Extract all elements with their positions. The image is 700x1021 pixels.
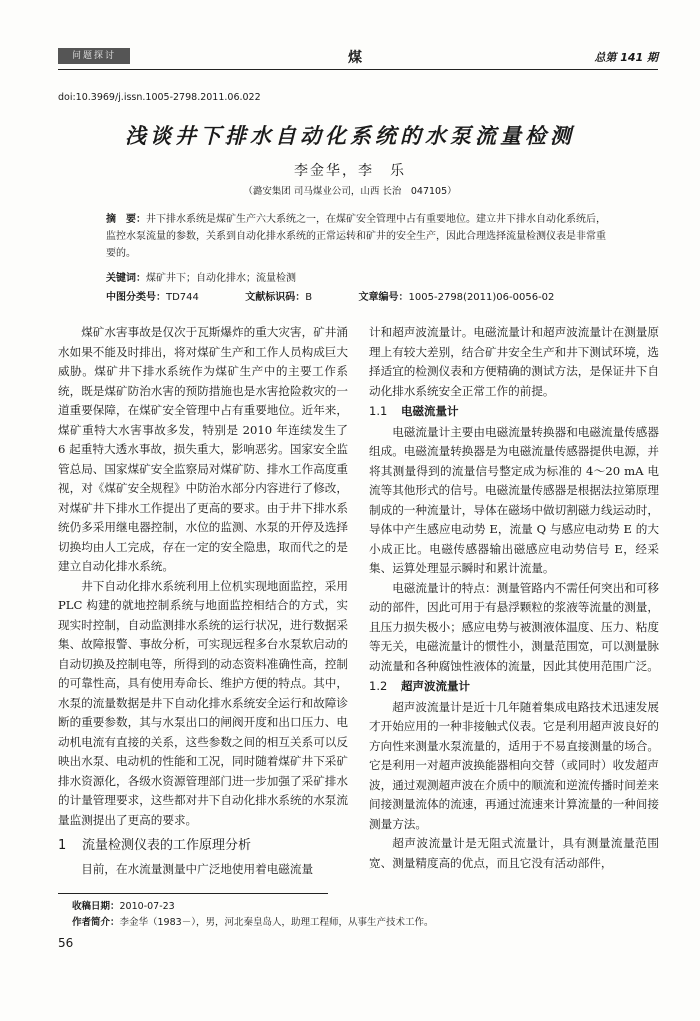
section-heading-1	[58, 836, 348, 856]
doc-code-label: 文献标识码：	[245, 292, 306, 303]
header-rule	[58, 69, 658, 70]
body-paragraph: 煤矿水害事故是仅次于瓦斯爆炸的重大灾害，矿井涌水如果不能及时排出，将对煤矿生产和工作人员构成巨大威胁。煤矿井下排水系统作为煤矿生产中的主要工作系统，既是煤矿防治水害的预防措施也是水害抢险救灾的一道重要保障，在煤矿安全管理中占有重要地位。近年来，煤矿重特大水害事故多发，特别是 2010 年连续发生了 6 起重特大透水事故，损失重大，影响恶劣。国家安全监管总局、国家煤矿安全监察局对煤矿防、排水工作高度重视，对《煤矿安全规程》中防治水部分内容进行了修改，对煤矿井下排水工作提出了更高的要求。由于井下排水系统仍多采用继电器控制，水位的监测、水泵的开停及选择切换均由人工完成，存在一定的安全隐患，取而代之的是建立自动化排水系统。	[58, 325, 348, 573]
body-paragraph: 超声波流量计是无阻式流量计，具有测量流量范围宽、测量精度高的优点，而且它没有活动部件，	[369, 836, 659, 870]
abstract-text: 井下排水系统是煤矿生产六大系统之一，在煤矿安全管理中占有重要地位。建立井下排水自动化系统后，监控水泵流量的参数，关系到自动化排水系统的正常运转和矿井的安全生产，因此合理选择流量检测仪表是非常重要的。	[106, 214, 606, 259]
paper-authors: 李金华，李 乐	[294, 163, 406, 179]
section-title: 流量检测仪表的工作原理分析	[82, 838, 252, 853]
right-column	[369, 323, 659, 873]
keywords	[106, 269, 296, 284]
footnote-received	[72, 898, 175, 912]
keywords-text: 煤矿井下；自动化排水；流量检测	[146, 273, 296, 284]
body-paragraph: 电磁流量计的特点：测量管路内不需任何突出和可移动的部件，因此可用于有悬浮颗粒的浆液等流量的测量，且压力损失极小；感应电势与被测液体温度、压力、粘度等无关，电磁流量计的惯性小，测量范围宽，可以测量脉动流量和各种腐蚀性液体的流量，因此其使用范围广泛。	[369, 580, 659, 673]
received-date: 2010-07-23	[119, 901, 175, 912]
abstract	[106, 211, 606, 262]
running-header	[58, 48, 658, 66]
abstract-label: 摘 要：	[106, 214, 146, 225]
footnote-rule	[58, 893, 328, 894]
doi: doi:10.3969/j.issn.1005-2798.2011.06.022	[58, 92, 261, 103]
left-column	[58, 323, 348, 879]
issue-number: 总第 141 期	[594, 51, 658, 64]
body-paragraph: 电磁流量计主要由电磁流量转换器和电磁流量传感器组成。电磁流量转换器是为电磁流量传感器提供电源，并将其测量得到的流量信号整定成为标准的 4～20 mA 电流等其他形式的信号。电磁流量传感器是根据法拉第原理制成的一种流量计，导体在磁场中做切割磁力线运动时，导体中产生感应电动势 E，流量 Q 与感应电动势 E 的大小成正比。电磁传感器输出磁感应电动势信号 E，经采集、运算处理显示瞬时和累计流量。	[369, 424, 659, 575]
body-paragraph: 目前，在水流量测量中广泛地使用着电磁流量	[81, 861, 314, 876]
subsection-heading-1-1	[369, 402, 659, 422]
subsection-heading-1-2	[369, 677, 659, 697]
body-paragraph: 超声波流量计是近十几年随着集成电路技术迅速发展才开始应用的一种非接触式仪表。它是利用超声波良好的方向性来测量水泵流量的，适用于不易直接测量的场合。它是利用一对超声波换能器相向交替（或同时）收发超声波，通过观测超声波在介质中的顺流和逆流传播时间差来间接测量流体的流速，再通过流速来计算流量的一种间接测量方法。	[369, 699, 659, 831]
body-paragraph: 井下自动化排水系统利用上位机实现地面监控，采用 PLC 构建的就地控制系统与地面监控相结合的方式，实现实时控制，自动监测排水系统的运行状况，进行数据采集、故障报警、事故分析，可实现远程多台水泵软启动的自动切换及控制电等，所得到的动态资料准确性高，控制的可靠性高，具有使用寿命长、维护方便的特点。其中，水泵的流量数据是井下自动化排水系统安全运行和故障诊断的重要参数，其与水泵出口的闸阀开度和出口压力、电动机电流有直接的关系，这些参数之间的相互关系可以反映出水泵、电动机的性能和工况，同时随着煤矿井下采矿排水资源化，各级水资源管理部门进一步加强了采矿排水的计量管理要求，这些都对井下自动化排水系统的水泵流量监测提出了更高的要求。	[58, 578, 348, 827]
subsection-title: 电磁流量计	[401, 404, 459, 418]
subsection-title: 超声波流量计	[401, 679, 470, 693]
journal-logo: 煤	[348, 50, 362, 66]
paper-title: 浅谈井下排水自动化系统的水泵流量检测	[125, 124, 575, 148]
section-number: 1	[58, 838, 67, 853]
footnote-author	[72, 914, 433, 928]
clc-label: 中图分类号：	[106, 292, 166, 303]
author-bio: 李金华（1983－），男，河北秦皇岛人，助理工程师，从事生产技术工作。	[119, 917, 434, 928]
classification-line	[106, 288, 626, 303]
clc-value: TD744	[166, 292, 199, 303]
body-paragraph: 计和超声波流量计。电磁流量计和超声波流量计在测量原理上有较大差别，结合矿井安全生产和井下测试环境，选择适宜的检测仪表和方便精确的测试方法，是保证井下自动化排水系统安全正常工作的前提。	[369, 325, 659, 398]
section-badge: 问题探讨	[58, 48, 130, 64]
received-label: 收稿日期：	[72, 901, 120, 912]
author-affiliation: （潞安集团 司马煤业公司，山西 长治 047105）	[243, 186, 457, 197]
article-no-label: 文章编号：	[358, 292, 409, 303]
author-bio-label: 作者简介：	[72, 917, 120, 928]
subsection-number: 1.2	[369, 679, 388, 693]
doc-code-value: B	[305, 292, 313, 303]
subsection-number: 1.1	[369, 404, 388, 418]
keywords-label: 关键词：	[106, 273, 146, 284]
page-number: 56	[58, 936, 74, 950]
article-no-value: 1005-2798(2011)06-0056-02	[408, 292, 555, 303]
